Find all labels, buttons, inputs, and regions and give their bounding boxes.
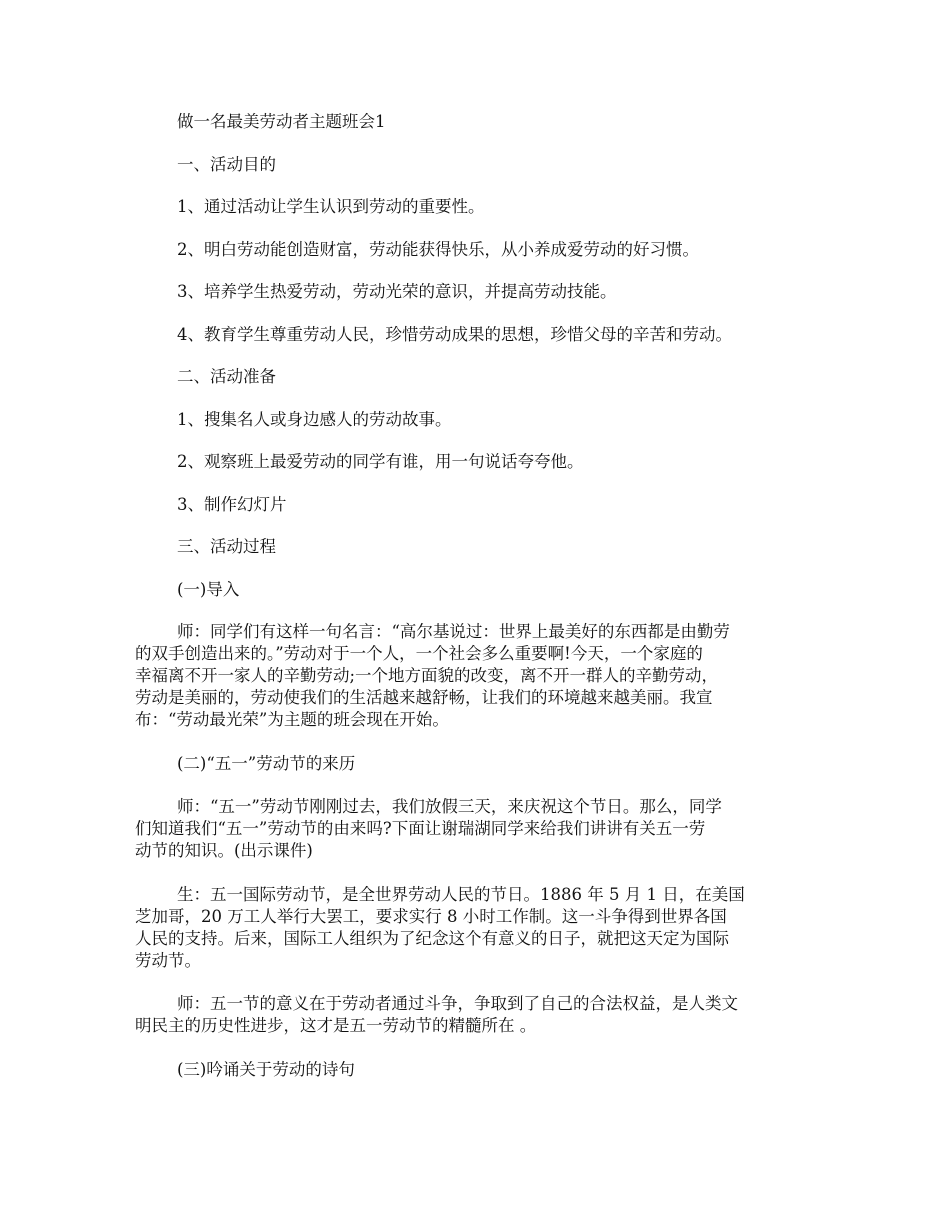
paragraph-line: 们知道我们“五一”劳动节的由来吗?下面让谢瑞湖同学来给我们讲讲有关五一劳 [135, 819, 706, 838]
goal-item: 2、明白劳动能创造财富，劳动能获得快乐，从小养成爱劳动的好习惯。 [177, 239, 699, 259]
paragraph-line: 幸福离不开一家人的辛勤劳动;一个地方面貌的改变，离不开一群人的辛勤劳动， [135, 666, 719, 685]
goal-item: 3、培养学生热爱劳动，劳动光荣的意识，并提高劳动技能。 [177, 282, 617, 301]
paragraph-line: 的双手创造出来的。”劳动对于一个人，一个社会多么重要啊!今天，一个家庭的 [135, 644, 703, 663]
paragraph-line: 芝加哥，20 万工人举行大罢工，要求实行 8 小时工作制。这一斗争得到世界各国 [135, 906, 727, 926]
subsection-heading-intro: (一)导入 [177, 579, 240, 599]
paragraph-line: 生：五一国际劳动节，是全世界劳动人民的节日。1886 年 5 月 1 日，在美国 [177, 884, 745, 904]
paragraph-line: 动节的知识。(出示课件) [135, 841, 313, 860]
goal-item: 1、通过活动让学生认识到劳动的重要性。 [177, 197, 485, 216]
paragraph-teacher-origin [135, 796, 815, 862]
paragraph-line: 劳动节。 [135, 950, 201, 970]
preparation-item: 1、搜集名人或身边感人的劳动故事。 [177, 409, 452, 429]
paragraph-line: 师：同学们有这样一句名言：“高尔基说过：世界上最美好的东西都是由勤劳 [177, 622, 730, 641]
paragraph-teacher-meaning [135, 993, 815, 1037]
document-title: 做一名最美劳动者主题班会1 [177, 112, 386, 131]
subsection-heading-poems: (三)吟诵关于劳动的诗句 [177, 1059, 355, 1079]
paragraph-line: 师：五一节的意义在于劳动者通过斗争，争取到了自己的合法权益，是人类文 [177, 994, 738, 1013]
preparation-item: 2、观察班上最爱劳动的同学有谁，用一句说话夸夸他。 [177, 452, 584, 471]
document-body [135, 111, 815, 1081]
preparation-item: 3、制作幻灯片 [177, 494, 287, 514]
section-heading-preparation: 二、活动准备 [177, 367, 276, 386]
paragraph-line: 布：“劳动最光荣”为主题的班会现在开始。 [135, 710, 449, 729]
subsection-heading-origin: (二)“五一”劳动节的来历 [177, 753, 356, 773]
paragraph-line: 劳动是美丽的，劳动使我们的生活越来越舒畅，让我们的环境越来越美丽。我宣 [135, 688, 713, 707]
paragraph-line: 师：“五一”劳动节刚刚过去，我们放假三天，来庆祝这个节日。那么，同学 [177, 797, 722, 816]
paragraph-line: 人民的支持。后来，国际工人组织为了纪念这个有意义的日子，就把这天定为国际 [135, 928, 729, 948]
paragraph-line: 明民主的历史性进步，这才是五一劳动节的精髓所在 。 [135, 1016, 537, 1035]
section-heading-process: 三、活动过程 [177, 537, 276, 556]
goal-item: 4、教育学生尊重劳动人民，珍惜劳动成果的思想，珍惜父母的辛苦和劳动。 [177, 324, 732, 344]
section-heading-goals: 一、活动目的 [177, 154, 276, 174]
paragraph-student-history [135, 884, 815, 972]
paragraph-intro [135, 621, 815, 731]
